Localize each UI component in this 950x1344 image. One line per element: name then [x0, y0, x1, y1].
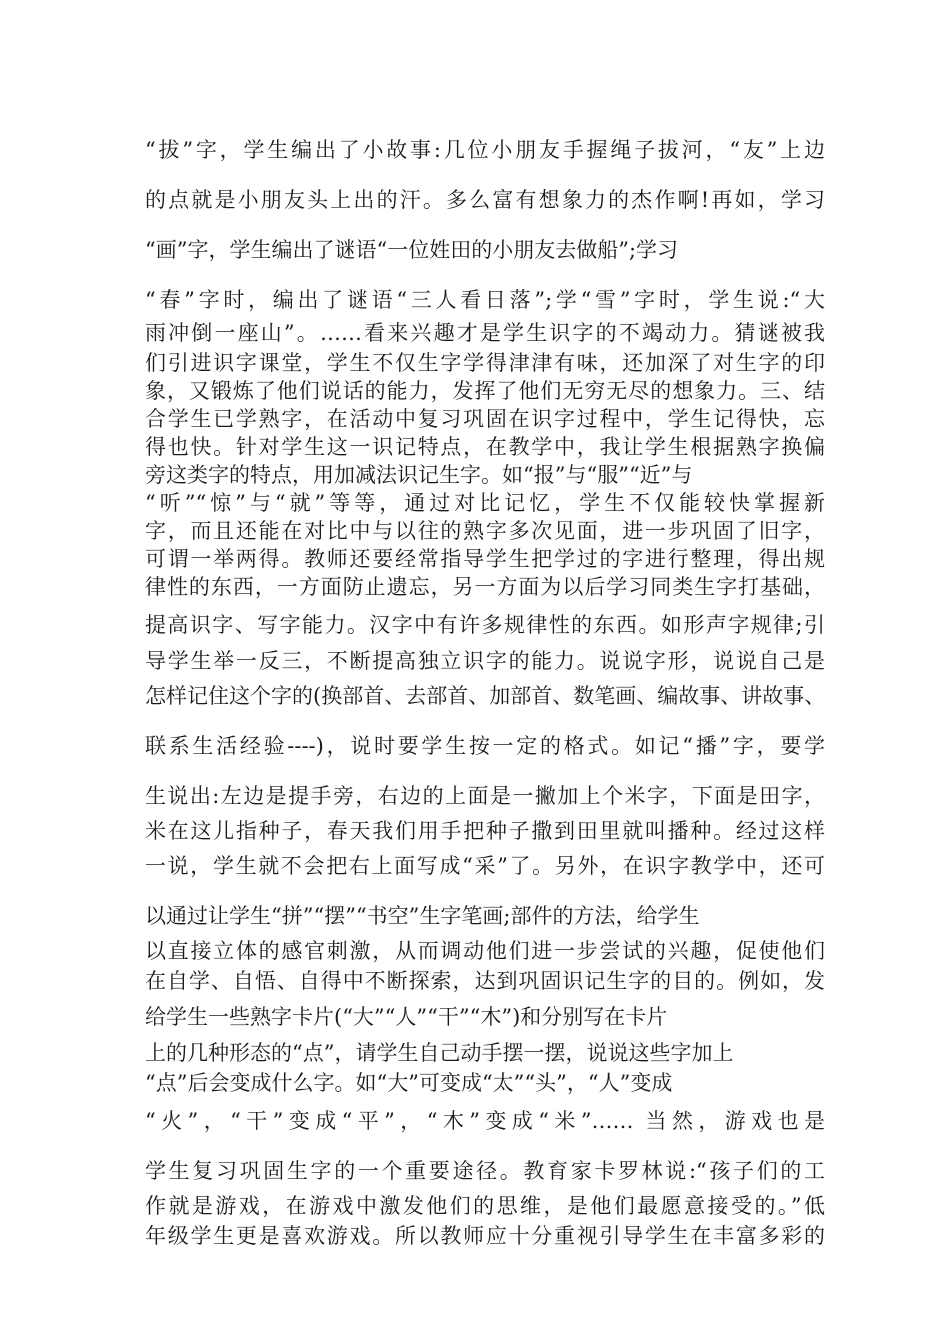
text-line: 一说，学生就不会把右上面写成“采”了。另外，在识字教学中，还可 — [145, 854, 825, 878]
text-line: 年级学生更是喜欢游戏。所以教师应十分重视引导学生在丰富多彩的 — [145, 1224, 825, 1248]
text-line: 提高识字、写字能力。汉字中有许多规律性的东西。如形声字规律;引 — [145, 613, 825, 637]
text-line: 们引进识字课堂，学生不仅生字学得津津有味，还加深了对生字的印 — [145, 351, 825, 375]
text-line: 象，又锻炼了他们说话的能力，发挥了他们无穷无尽的想象力。三、结 — [145, 379, 825, 403]
text-line: 以直接立体的感官刺激，从而调动他们进一步尝试的兴趣，促使他们 — [145, 939, 825, 963]
text-line: 字，而且还能在对比中与以往的熟字多次见面，进一步巩固了旧字， — [145, 519, 825, 543]
text-line: 以通过让学生“拼”“摆”“书空”生字笔画;部件的方法，给学生 — [145, 904, 700, 928]
text-line: 生说出:左边是提手旁，右边的上面是一撇加上个米字，下面是田字， — [145, 784, 825, 808]
text-line: “拔”字，学生编出了小故事:几位小朋友手握绳子拔河，“友”上边 — [145, 138, 825, 162]
text-line: 的点就是小朋友头上出的汗。多么富有想象力的杰作啊!再如，学习 — [145, 188, 825, 212]
text-line: “听”“惊”与“就”等等，通过对比记忆，学生不仅能较快掌握新 — [145, 491, 825, 515]
text-line: 导学生举一反三，不断提高独立识字的能力。说说字形，说说自己是 — [145, 649, 825, 673]
text-line: 给学生一些熟字卡片(“大”“人”“干”“木”)和分别写在卡片 — [145, 1005, 668, 1029]
text-line: 雨冲倒一座山”。……看来兴趣才是学生识字的不竭动力。猜谜被我 — [145, 321, 825, 345]
text-line: 合学生已学熟字，在活动中复习巩固在识字过程中，学生记得快，忘 — [145, 407, 825, 431]
text-line: 上的几种形态的“点”，请学生自己动手摆一摆，说说这些字加上 — [145, 1041, 734, 1065]
text-line: “春”字时，编出了谜语“三人看日落”;学“雪”字时，学生说:“大 — [145, 288, 825, 312]
text-line: 旁这类字的特点，用加减法识记生字。如“报”与“服”“近”与 — [145, 463, 693, 487]
text-line: 得也快。针对学生这一识记特点，在教学中，我让学生根据熟字换偏 — [145, 435, 825, 459]
text-line: “点”后会变成什么字。如“大”可变成“太”“头”，“人”变成 — [145, 1071, 673, 1095]
text-line: “画”字，学生编出了谜语“一位姓田的小朋友去做船”;学习 — [145, 238, 679, 262]
text-line: 联系生活经验----)，说时要学生按一定的格式。如记“播”字，要学 — [145, 734, 825, 758]
text-line: 米在这儿指种子，春天我们用手把种子撒到田里就叫播种。经过这样 — [145, 819, 825, 843]
text-line: “火”，“干”变成“平”，“木”变成“米”…… 当然，游戏也是 — [145, 1109, 825, 1133]
text-line: 在自学、自悟、自得中不断探索，达到巩固识记生字的目的。例如，发 — [145, 969, 825, 993]
text-line: 律性的东西，一方面防止遗忘，另一方面为以后学习同类生字打基础， — [145, 575, 825, 599]
text-line: 可谓一举两得。教师还要经常指导学生把学过的字进行整理，得出规 — [145, 547, 825, 571]
text-line: 作就是游戏，在游戏中激发他们的思维，是他们最愿意接受的。”低 — [145, 1194, 825, 1218]
text-line: 怎样记住这个字的(换部首、去部首、加部首、数笔画、编故事、讲故事、 — [145, 684, 825, 708]
text-line: 学生复习巩固生字的一个重要途径。教育家卡罗林说:“孩子们的工 — [145, 1159, 825, 1183]
